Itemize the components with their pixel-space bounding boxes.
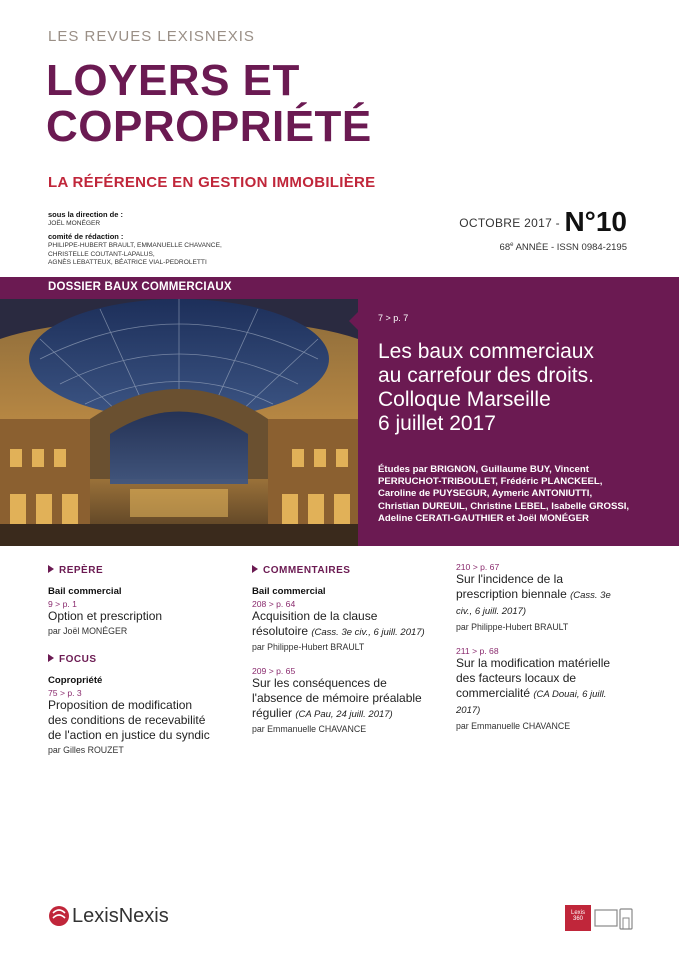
- comment-208-ref: 208 > p. 64: [252, 599, 296, 609]
- journal-subtitle: LA RÉFÉRENCE EN GESTION IMMOBILIÈRE: [48, 174, 376, 191]
- focus-author: par Gilles ROUZET: [48, 745, 124, 755]
- lexisnexis-brand: LexisNexis: [72, 905, 169, 927]
- issue-year: 68e ANNÉE - ISSN 0984-2195: [499, 242, 627, 254]
- committee-label: comité de rédaction :: [48, 231, 124, 241]
- panel-notch: [349, 312, 358, 330]
- triangle-icon: [48, 565, 54, 573]
- committee-line1: PHILIPPE-HUBERT BRAULT, EMMANUELLE CHAVANCE,: [48, 242, 222, 250]
- comment-211-title[interactable]: Sur la modification matérielle des facteurs locaux de commercialité (CA Douai, 6 juill. 2017): [456, 656, 611, 716]
- focus-ref: 75 > p. 3: [48, 688, 82, 698]
- commentaires-category: Bail commercial: [252, 586, 326, 597]
- triangle-icon: [48, 654, 54, 662]
- commentaires-continued: [456, 562, 646, 731]
- comment-209-ref: 209 > p. 65: [252, 666, 296, 676]
- comment-208-title[interactable]: Acquisition de la clause résolutoire (Cass. 3e civ., 6 juill. 2017): [252, 609, 425, 638]
- direction-name: JOËL MONÉGER: [48, 220, 101, 228]
- repere-author: par Joël MONÉGER: [48, 626, 128, 636]
- galleria-illustration: [0, 299, 358, 546]
- committee-line2: CHRISTELLE COUTANT-LAPALUS,: [48, 250, 155, 258]
- credits: [48, 211, 288, 267]
- comment-211-author: par Emmanuelle CHAVANCE: [456, 721, 571, 731]
- commentaires-section: [252, 565, 442, 734]
- comment-211-ref: 211 > p. 68: [456, 646, 499, 656]
- commentaires-heading: COMMENTAIRES: [252, 565, 442, 576]
- comment-209-title[interactable]: Sur les conséquences de l'absence de mémoire préalable régulier (CA Pau, 24 juill. 2017): [252, 676, 422, 720]
- cover-photo: [0, 299, 358, 546]
- focus-heading: FOCUS: [48, 654, 238, 665]
- repere-ref: 9 > p. 1: [48, 599, 77, 609]
- dossier-authors: Études par BRIGNON, Guillaume BUY, Vincent PERRUCHOT-TRIBOULET, Frédéric PLANCKEEL, Caroline de PUYSEGUR, Aymeric ANTONIUTTI, Christian DUREUIL, Christine LEBEL, Isabelle GROSSI, Adeline CERATI-GAUTHIER et Joël MONÉGER: [378, 464, 630, 524]
- journal-title: [46, 58, 372, 150]
- focus-category: Copropriété: [48, 675, 103, 686]
- repere-section: [48, 565, 238, 755]
- series-name: LES REVUES LEXISNEXIS: [48, 28, 255, 45]
- focus-title[interactable]: Proposition de modification des conditions de recevabilité de l'action en justice du syndic: [48, 698, 210, 742]
- comment-208-author: par Philippe-Hubert BRAULT: [252, 642, 365, 652]
- devices-icon: [594, 908, 634, 937]
- issue-info: [459, 206, 627, 253]
- journal-title-line2: COPROPRIÉTÉ: [46, 102, 372, 151]
- committee-line3: AGNÈS LEBATTEUX, BÉATRICE VIAL-PEDROLETTI: [48, 259, 207, 267]
- comment-210-title[interactable]: Sur l'incidence de la prescription biennale (Cass. 3e civ., 6 juill. 2017): [456, 572, 611, 617]
- issue-date: OCTOBRE 2017 -: [459, 216, 560, 230]
- dossier-label: DOSSIER BAUX COMMERCIAUX: [48, 281, 232, 293]
- dossier-page-ref: 7 > p. 7: [378, 313, 409, 323]
- dossier-title: Les baux commerciaux au carrefour des droits. Colloque Marseille 6 juillet 2017: [378, 340, 594, 435]
- repere-title[interactable]: Option et prescription: [48, 609, 163, 623]
- comment-210-ref: 210 > p. 67: [456, 562, 500, 572]
- journal-title-line1: LOYERS ET: [46, 56, 300, 105]
- lexis360-badge: Lexis 360: [565, 905, 591, 931]
- comment-209-author: par Emmanuelle CHAVANCE: [252, 724, 367, 734]
- triangle-icon: [252, 565, 258, 573]
- repere-heading: REPÈRE: [48, 565, 238, 576]
- comment-210-author: par Philippe-Hubert BRAULT: [456, 622, 569, 632]
- issue-number: N°10: [564, 206, 627, 237]
- direction-label: sous la direction de :: [48, 210, 124, 219]
- lexisnexis-logo-icon: [48, 905, 70, 932]
- repere-category: Bail commercial: [48, 586, 122, 597]
